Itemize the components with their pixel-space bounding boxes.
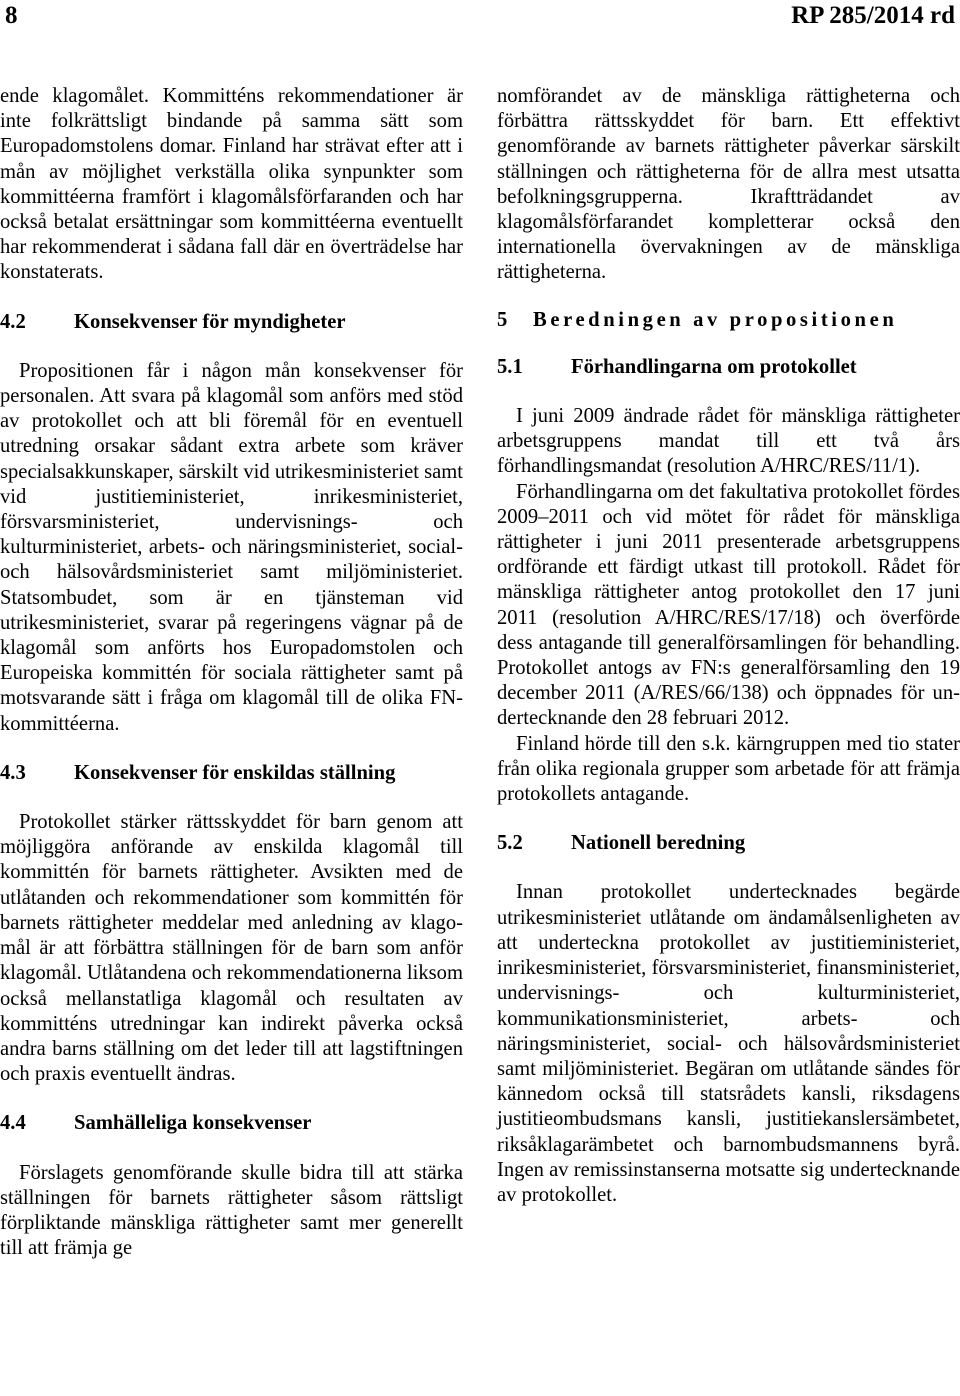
page-number: 8 — [5, 2, 18, 29]
paragraph-left-4: Förslagets genomförande skulle bidra till att stärka ställningen för barnets rättigheter såsom rättsligt förpliktande mänskliga rättigheter samt mer generellt till att främja ge — [0, 1161, 463, 1260]
document-reference: RP 285/2014 rd — [791, 2, 955, 29]
chapter-number: 5 — [497, 308, 508, 331]
chapter-heading-5 — [497, 308, 960, 333]
section-heading-4-2 — [0, 310, 463, 335]
section-title: Förhandlingarna om protokollet — [571, 355, 857, 378]
section-heading-5-1 — [497, 355, 960, 380]
paragraph-right-2: I juni 2009 ändrade rådet för mänskliga rättigheter arbetsgruppens mandat till ett två års förhandlingsmandat (resolution A/HRC/RES/11/1). — [497, 405, 960, 478]
paragraph-right-4: Finland hörde till den s.k. kärngruppen med tio stater från olika regionala grupper som arbetade för att främja protokollets antagande. — [497, 732, 960, 806]
paragraph-right-1: nomförandet av de mänskliga rättigheterna och förbättra rättsskyddet för barn. Ett effektivt genomförande av barnets rättigheter påverkar särskilt ställningen och rättigheterna för de allra mest utsatta befolkningsgrupperna. Ikraftträdandet av klagomålsförfarandet kompletterar också den internationella övervakningen av de mänskliga rättigheterna. — [497, 85, 960, 284]
section-number: 5.1 — [497, 355, 523, 378]
paragraph-left-1: ende klagomålet. Kommitténs rekommendationer är inte folkrättsligt bindande på samma sätt som Europadomstolens domar. Finland har strävat efter att i mån av möjlighet verkställa olika synpunkter som kommittéerna framfört i klagomålsförfaranden och har också betalat ersättningar som kommittéerna eventuellt har rekommenderat i sådana fall där en överträdelse har konstaterats. — [0, 85, 463, 284]
section-title: Konsekvenser för enskildas ställning — [74, 761, 396, 784]
section-number: 4.2 — [0, 310, 26, 333]
section-heading-4-4 — [0, 1111, 463, 1136]
section-number: 4.4 — [0, 1112, 26, 1135]
running-header — [0, 0, 960, 44]
section-title: Nationell beredning — [571, 832, 746, 855]
paragraph-left-3: Protokollet stärker rättsskyddet för barn genom att möjliggöra anförande av enskilda klagomål till kommittén för barnets rättigheter. Avsikten med de utlåtanden och rekommendationer som kommittén för barnets rättigheter meddelar med anledning av klagomål är att förbättra ställningen för de barn som anför klagomål. Utlåtandena och rekommendationerna liksom också mellanstatliga klagomål och resultaten av kommitténs utredningar kan indirekt påverka också andra barns ställning om det leder till att lagstiftningen och praxis eventuellt ändras. — [0, 811, 463, 1086]
section-heading-4-3 — [0, 761, 463, 786]
section-title: Konsekvenser för myndigheter — [74, 310, 346, 333]
left-column — [0, 84, 463, 1261]
paragraph-right-5: Innan protokollet undertecknades begärde utrikesministeriet utlåtande om ändamålsenligheten av att underteckna protokollet av justitieministeriet, inrikesministeriet, försvarsministeriet, finansministeriet, undervisnings- och kulturministeriet, kommunikationsministeriet, arbets- och näringsministeriet, social- och hälsovårdsministeriet samt miljöministeriet. Begäran om utlåtande sändes för kännedom också till statsrådets kansli, riksdagens justitieombudsmans kansli, justitiekanslersämbetet, riksåklagarämbetet och barnombudsmannens byrå. Ingen av remissinstanserna motsatte sig undertecknande av protokollet. — [497, 881, 960, 1206]
right-column — [497, 84, 960, 1208]
chapter-title: Beredningen av propositionen — [533, 308, 898, 331]
section-number: 4.3 — [0, 761, 26, 784]
section-number: 5.2 — [497, 832, 523, 855]
paragraph-left-2: Propositionen får i någon mån konsekvenser för personalen. Att svara på klagomål som anförs med stöd av protokollet och att bli föremål för en eventuell utredning orsakar sådant extra arbete som kräver specialsakkunskaper, särskilt vid utrikesministeriet samt vid justitieministeriet, inrikesministeriet, försvarsministeriet, undervisnings- och kulturministeriet, arbets- och näringsministeriet, social- och hälsovårdsministeriet samt miljöministeriet. Statsombudet, som är en tjänsteman vid utrikesministeriet, svarar på regeringens vägnar på de klagomål som anförts hos Europadomstolen och Europeiska kommittén för sociala rättigheter samt på motsvarande sätt i fråga om klagomål till de olika FN-kommittéerna. — [0, 359, 464, 735]
section-heading-5-2 — [497, 831, 960, 856]
paragraph-right-3: Förhandlingarna om det fakultativa protokollet fördes 2009–2011 och vid mötet för rådet för mänskliga rättigheter i juni 2011 presenterade arbetsgruppens ordförande ett färdigt utkast till protokoll. Rådet för mänskliga rättigheter antog protokollet den 17 juni 2011 (resolution A/HRC/RES/17/18) och överförde dess antagande till generalförsamlingen för behandling. Protokollet antogs av FN:s generalförsamling den 19 december 2011 (A/RES/66/138) och öppnades för undertecknande den 28 februari 2012. — [497, 480, 960, 730]
section-title: Samhälleliga konsekvenser — [74, 1112, 312, 1135]
